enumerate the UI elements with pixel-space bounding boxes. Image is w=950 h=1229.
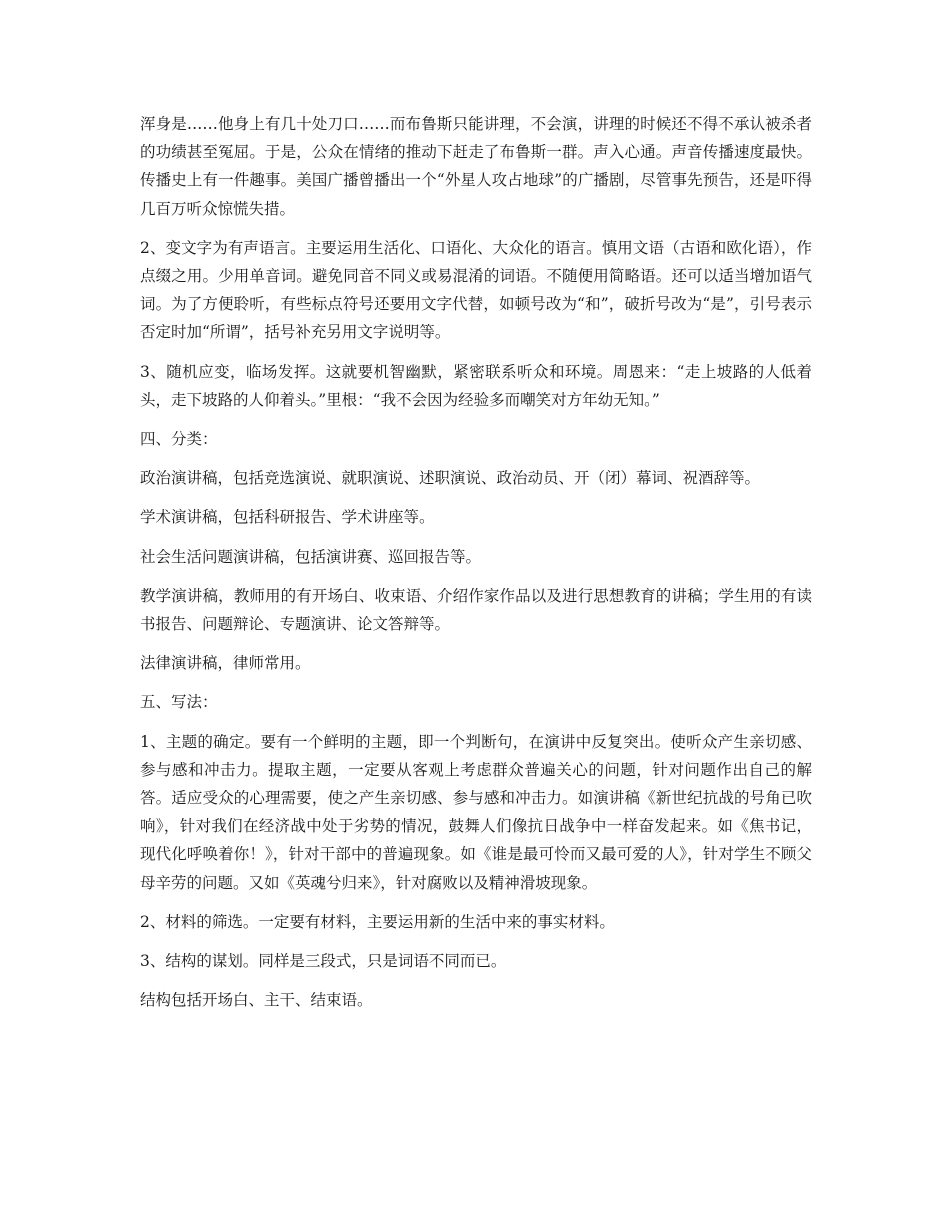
paragraph-teaching-speech: 教学演讲稿，教师用的有开场白、收束语、介绍作家作品以及进行思想教育的讲稿；学生用的有读书报告、问题辩论、专题演讲、论文答辩等。 [140, 586, 812, 634]
document-body [140, 110, 812, 1025]
paragraph-political-speech: 政治演讲稿，包括竞选演说、就职演说、述职演说、政治动员、开（闭）幕词、祝酒辞等。 [140, 469, 761, 488]
paragraph-material: 2、材料的筛选。一定要有材料，主要运用新的生活中来的事实材料。 [140, 912, 615, 931]
paragraph-social-speech: 社会生活问题演讲稿，包括演讲赛、巡回报告等。 [140, 547, 482, 566]
paragraph-structure-plan: 3、结构的谋划。同样是三段式，只是词语不同而已。 [140, 952, 507, 971]
paragraph-structure-parts: 结构包括开场白、主干、结束语。 [140, 991, 373, 1010]
paragraph-theme: 1、主题的确定。要有一个鲜明的主题，即一个判断句，在演讲中反复突出。使听众产生亲切感、参与感和冲击力。提取主题，一定要从客观上考虑群众普遍关心的问题，针对问题作出自己的解答。适应受众的心理需要，使之产生亲切感、参与感和冲击力。如演讲稿《新世纪抗战的号角已吹响》，针对我们在经济战中处于劣势的情况，鼓舞人们像抗日战争中一样奋发起来。如《焦书记，现代化呼唤着你！》，针对干部中的普遍现象。如《谁是最可怜而又最可爱的人》，针对学生不顾父母辛劳的问题。又如《英魂兮归来》，针对腐败以及精神滑坡现象。 [140, 732, 812, 892]
section-heading-writing-method: 五、写法： [140, 693, 218, 712]
paragraph-broadcast-anecdote: 浑身是……他身上有几十处刀口……而布鲁斯只能讲理，不会演，讲理的时候还不得不承认被杀者的功绩甚至冤屈。于是，公众在情绪的推动下赶走了布鲁斯一群。声入心通。声音传播速度最快。传播史上有一件趣事。美国广播曾播出一个“外星人攻占地球”的广播剧，尽管事先预告，还是吓得几百万听众惊慌失措。 [140, 115, 812, 218]
paragraph-legal-speech: 法律演讲稿，律师常用。 [140, 654, 311, 673]
paragraph-spoken-language: 2、变文字为有声语言。主要运用生活化、口语化、大众化的语言。慎用文语（古语和欧化语），作点缀之用。少用单音词。避免同音不同义或易混淆的词语。不随便用简略语。还可以适当增加语气词。为了方便聆听，有些标点符号还要用文字代替，如顿号改为“和”，破折号改为“是”，引号表示否定时加“所谓”，括号补充另用文字说明等。 [140, 238, 812, 342]
paragraph-academic-speech: 学术演讲稿，包括科研报告、学术讲座等。 [140, 508, 435, 527]
paragraph-improvisation: 3、随机应变，临场发挥。这就要机智幽默，紧密联系听众和环境。周恩来：“走上坡路的人低着头，走下坡路的人仰着头。”里根：“我不会因为经验多而嘲笑对方年幼无知。” [140, 362, 812, 409]
section-heading-classification: 四、分类： [140, 430, 218, 449]
